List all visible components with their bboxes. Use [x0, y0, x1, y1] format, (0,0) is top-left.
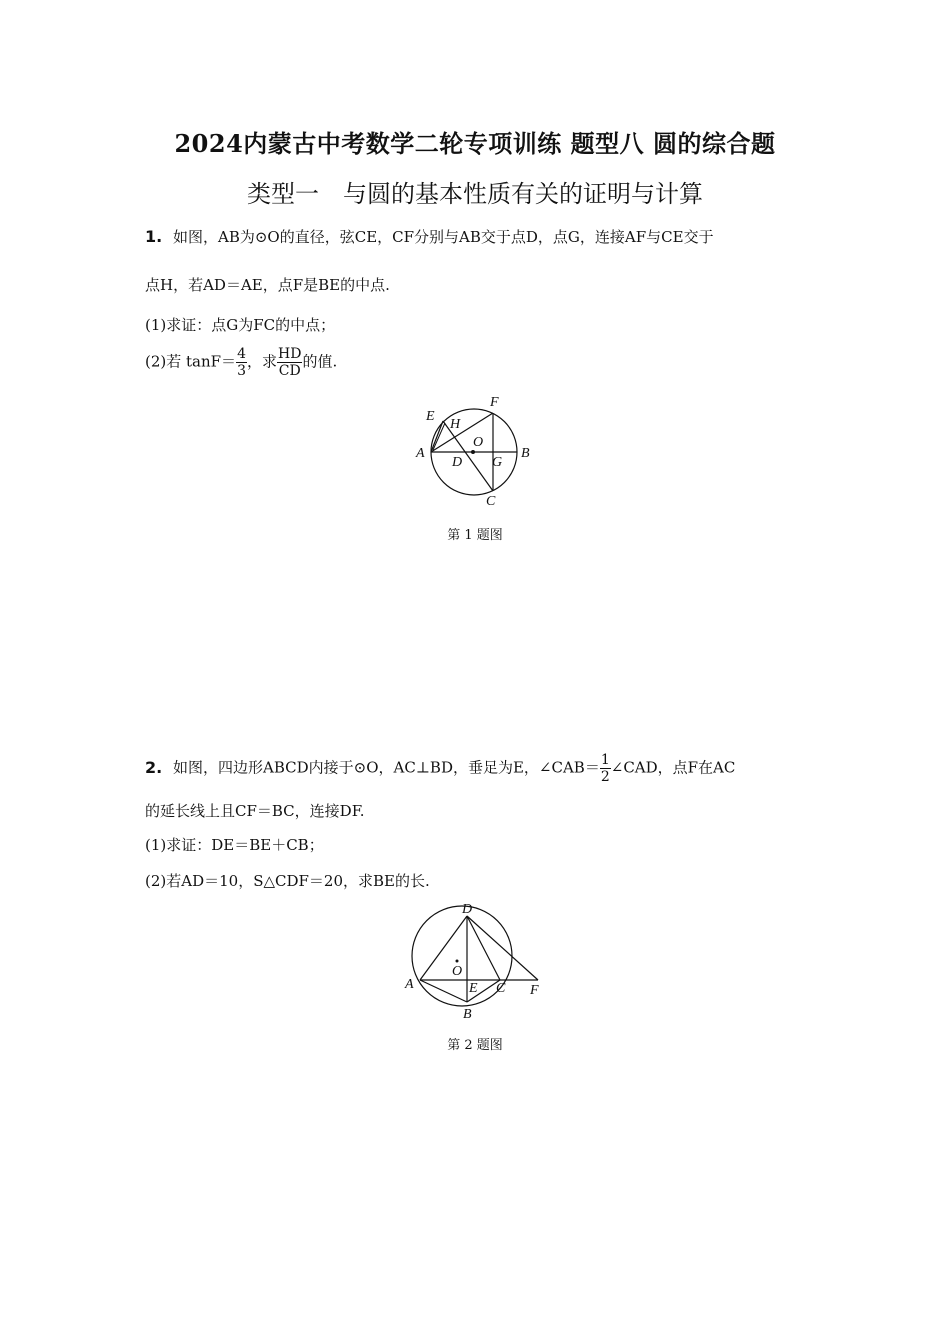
- svg-text:E: E: [469, 981, 478, 996]
- figure-2-caption: 第 2 题图: [447, 1038, 503, 1053]
- svg-text:C: C: [486, 494, 496, 509]
- svg-text:C: C: [496, 981, 506, 996]
- svg-text:G: G: [492, 455, 503, 470]
- figure-1-caption: 第 1 题图: [447, 528, 503, 543]
- problem-1-stem-line2: 点H，若AD＝AE，点F是BE的中点.: [145, 276, 390, 294]
- svg-text:O: O: [452, 964, 463, 979]
- fraction-4-3: $\frac{4}{3}$: [237, 346, 246, 379]
- svg-text:A: A: [416, 446, 425, 461]
- svg-text:D: D: [452, 455, 463, 470]
- fraction-hd-cd: $\frac{HD}{CD}$: [278, 346, 302, 379]
- svg-text:A: A: [405, 977, 414, 992]
- svg-text:D: D: [462, 902, 473, 917]
- problem-2-stem-line2: 的延长线上且CF＝BC，连接DF.: [145, 802, 365, 820]
- svg-text:B: B: [521, 446, 530, 461]
- svg-text:F: F: [530, 983, 539, 998]
- problem-1-part2: (2)若 tanF＝ $\frac{4}{3}$ ，求 $\frac{HD}{CD}$ 的值.: [145, 346, 338, 379]
- problem-2-number: 2.: [145, 757, 163, 777]
- svg-text:F: F: [490, 395, 499, 410]
- figure-2-diagram: [400, 900, 550, 1025]
- problem-2-part1: (1)求证：DE＝BE＋CB；: [145, 836, 324, 854]
- page-title: 2024内蒙古中考数学二轮专项训练 题型八 圆的综合题: [174, 129, 776, 158]
- problem-2-part2: (2)若AD＝10，S△CDF＝20，求BE的长.: [145, 872, 430, 890]
- svg-text:B: B: [463, 1007, 472, 1022]
- svg-text:O: O: [473, 435, 484, 450]
- problem-2-stem-line1: 2. 如图，四边形ABCD内接于⊙O，AC⊥BD，垂足为E，∠CAB＝ $\frac{1}{2}$ ∠CAD，点F在AC: [145, 752, 736, 785]
- svg-text:H: H: [450, 417, 461, 432]
- fraction-1-2: $\frac{1}{2}$: [600, 752, 610, 785]
- problem-1-stem-line1: 1. 如图，AB为⊙O的直径，弦CE，CF分别与AB交于点D，点G，连接AF与CE交于: [145, 227, 714, 246]
- problem-1-number: 1.: [145, 227, 163, 246]
- figure-1-diagram: [410, 390, 540, 510]
- svg-text:E: E: [426, 409, 435, 424]
- problem-1-part1: (1)求证：点G为FC的中点；: [145, 316, 336, 334]
- section-subtitle: 类型一 与圆的基本性质有关的证明与计算: [247, 180, 703, 208]
